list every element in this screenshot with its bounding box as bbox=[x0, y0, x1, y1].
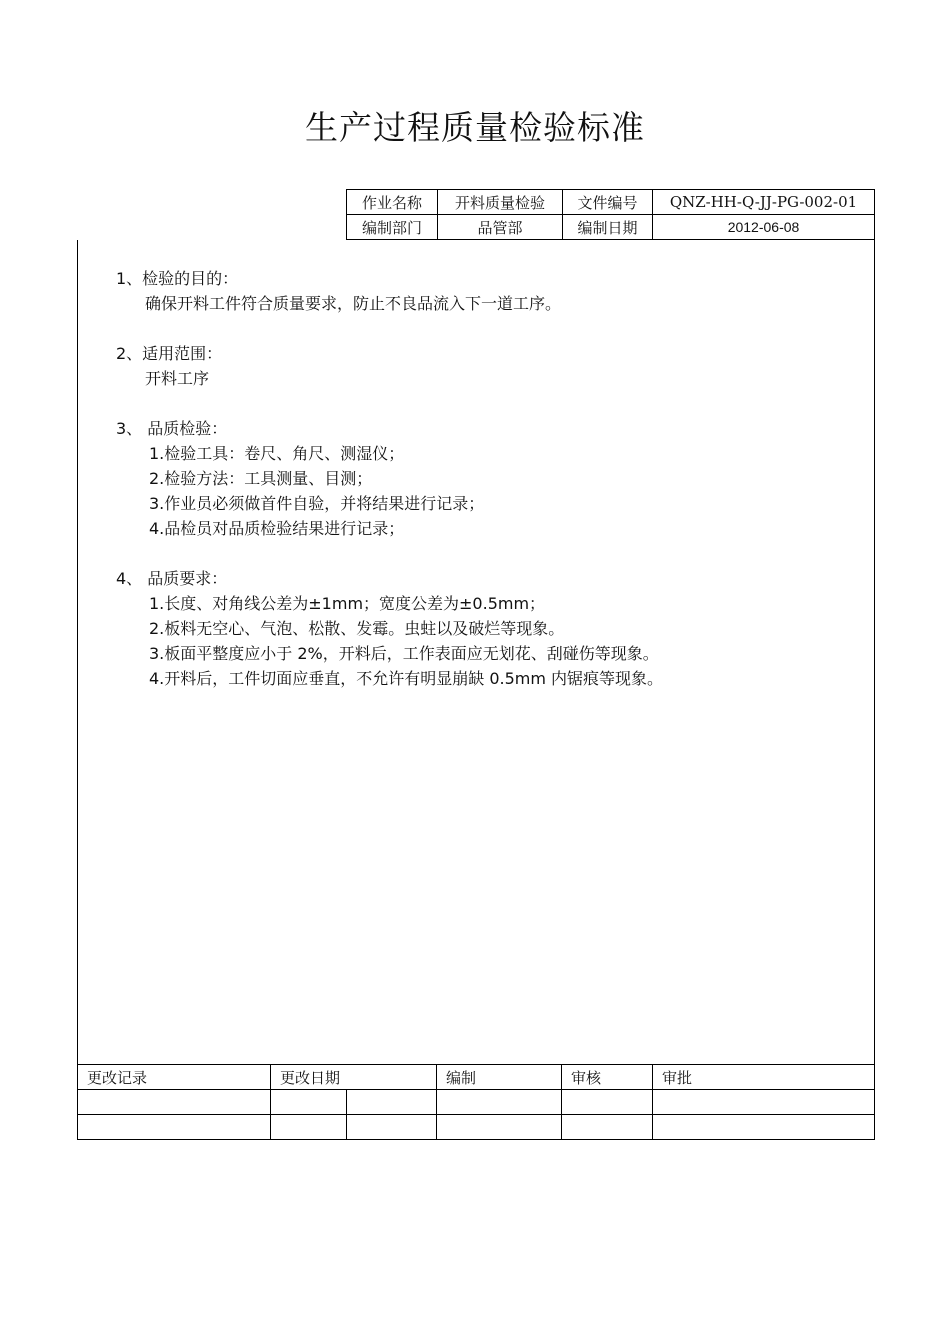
col-prepared: 编制 bbox=[437, 1065, 562, 1090]
label-department: 编制部门 bbox=[347, 215, 438, 240]
label-issue-date: 编制日期 bbox=[563, 215, 653, 240]
col-change-record: 更改记录 bbox=[78, 1065, 271, 1090]
section-line: 确保开料工件符合质量要求，防止不良品流入下一道工序。 bbox=[145, 294, 562, 313]
section-heading: 3、 品质检验： bbox=[116, 419, 228, 438]
value-doc-number: QNZ-HH-Q-JJ-PG-002-01 bbox=[653, 190, 875, 215]
table-cell bbox=[78, 1090, 271, 1115]
section-line: 2.检验方法：工具测量、目测； bbox=[149, 469, 373, 488]
col-approved: 审批 bbox=[653, 1065, 875, 1090]
table-cell bbox=[78, 1115, 271, 1140]
content-frame bbox=[77, 240, 875, 1064]
header-info-table bbox=[346, 189, 875, 240]
section-heading: 2、适用范围： bbox=[116, 344, 223, 363]
revision-row bbox=[78, 1115, 875, 1140]
section-line: 1.检验工具：卷尺、角尺、测湿仪； bbox=[149, 444, 405, 463]
section-line: 1.长度、对角线公差为±1mm；宽度公差为±0.5mm； bbox=[149, 594, 546, 613]
revision-header-row bbox=[78, 1065, 875, 1090]
value-department: 品管部 bbox=[438, 215, 563, 240]
table-cell bbox=[437, 1090, 562, 1115]
revision-table bbox=[77, 1064, 875, 1140]
section-line: 2.板料无空心、气泡、松散、发霉。虫蛀以及破烂等现象。 bbox=[149, 619, 565, 638]
col-reviewed: 审核 bbox=[562, 1065, 653, 1090]
page-title: 生产过程质量检验标准 bbox=[305, 108, 645, 147]
table-cell bbox=[437, 1115, 562, 1140]
table-cell bbox=[653, 1115, 875, 1140]
table-cell bbox=[562, 1115, 653, 1140]
section-line: 4.开料后，工件切面应垂直，不允许有明显崩缺 0.5mm 内锯痕等现象。 bbox=[149, 669, 664, 688]
section-line: 3.作业员必须做首件自验，并将结果进行记录； bbox=[149, 494, 485, 513]
table-cell bbox=[271, 1115, 347, 1140]
revision-row bbox=[78, 1090, 875, 1115]
table-cell bbox=[562, 1090, 653, 1115]
table-cell bbox=[653, 1090, 875, 1115]
table-cell bbox=[271, 1090, 347, 1115]
section-heading: 4、 品质要求： bbox=[116, 569, 228, 588]
header-row bbox=[347, 215, 875, 240]
col-change-date: 更改日期 bbox=[271, 1065, 437, 1090]
section-heading: 1、检验的目的： bbox=[116, 269, 239, 288]
label-job-name: 作业名称 bbox=[347, 190, 438, 215]
value-issue-date: 2012-06-08 bbox=[653, 215, 875, 240]
table-cell bbox=[347, 1115, 437, 1140]
section-line: 开料工序 bbox=[145, 369, 210, 388]
value-job-name: 开料质量检验 bbox=[438, 190, 563, 215]
section-line: 3.板面平整度应小于 2%，开料后，工作表面应无划花、刮碰伤等现象。 bbox=[149, 644, 659, 663]
label-doc-number: 文件编号 bbox=[563, 190, 653, 215]
section-line: 4.品检员对品质检验结果进行记录； bbox=[149, 519, 405, 538]
header-row bbox=[347, 190, 875, 215]
table-cell bbox=[347, 1090, 437, 1115]
